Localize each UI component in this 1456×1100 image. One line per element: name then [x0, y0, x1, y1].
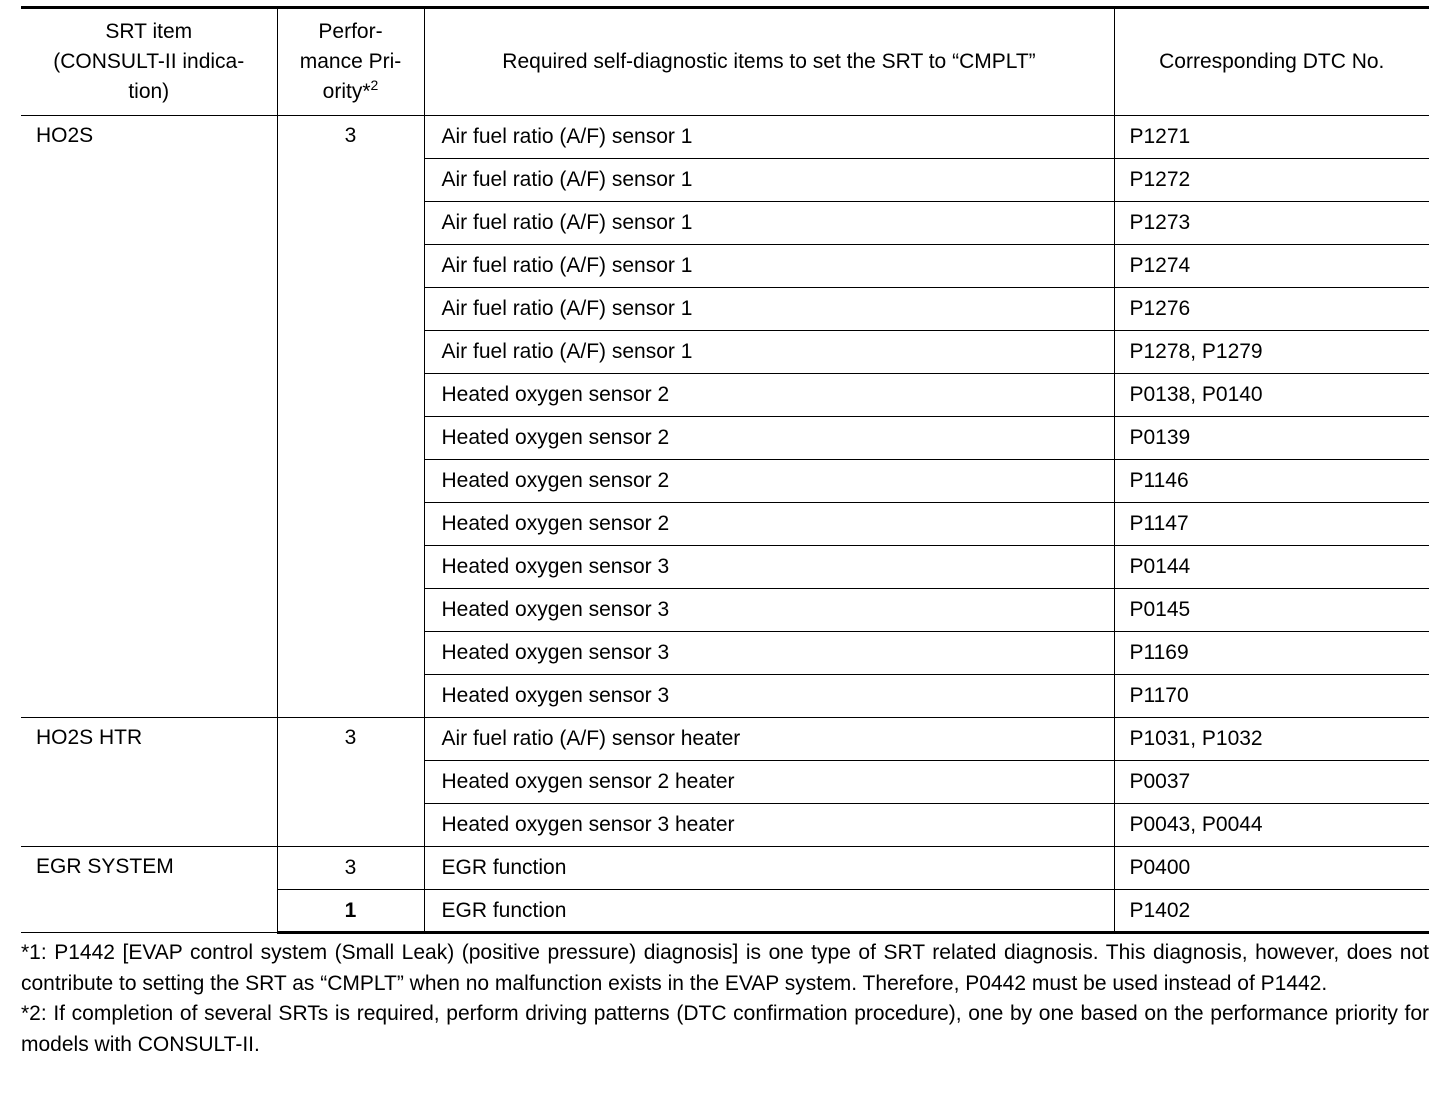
- dtc-cell: P0400: [1114, 847, 1429, 890]
- dtc-cell: P1170: [1114, 675, 1429, 718]
- table-row: [21, 718, 1429, 761]
- srt-item-cell: EGR SYSTEM: [21, 847, 277, 933]
- table-header: [21, 8, 1429, 116]
- header-dtc: Corresponding DTC No.: [1114, 8, 1429, 116]
- diagnostic-item-cell: Heated oxygen sensor 2: [424, 374, 1114, 417]
- srt-item-cell: HO2S HTR: [21, 718, 277, 847]
- dtc-cell: P0043, P0044: [1114, 804, 1429, 847]
- header-required-items: Required self-diagnostic items to set the SRT to “CMPLT”: [424, 8, 1114, 116]
- header-priority: Perfor- mance Pri- ority*$^2$: [277, 8, 424, 116]
- diagnostic-item-cell: Heated oxygen sensor 2 heater: [424, 761, 1114, 804]
- header-srt-item: SRT item (CONSULT-II indica- tion): [21, 8, 277, 116]
- diagnostic-item-cell: Heated oxygen sensor 3: [424, 546, 1114, 589]
- priority-cell: 3: [277, 847, 424, 890]
- diagnostic-item-cell: Heated oxygen sensor 2: [424, 460, 1114, 503]
- diagnostic-item-cell: Heated oxygen sensor 3: [424, 589, 1114, 632]
- diagnostic-item-cell: Air fuel ratio (A/F) sensor 1: [424, 159, 1114, 202]
- footnote-1: *1: P1442 [EVAP control system (Small Leak) (positive pressure) diagnosis] is one type of SRT related diagnosis. This diagnosis, however, does not contribute to setting the SRT as “CMPLT” when no malfunction exists in the EVAP system. Therefore, P0442 must be used instead of P1442.: [21, 941, 1429, 995]
- dtc-cell: P1031, P1032: [1114, 718, 1429, 761]
- dtc-cell: P0145: [1114, 589, 1429, 632]
- dtc-cell: P1278, P1279: [1114, 331, 1429, 374]
- diagnostic-item-cell: Heated oxygen sensor 3: [424, 632, 1114, 675]
- dtc-cell: P1273: [1114, 202, 1429, 245]
- priority-cell: 3: [277, 116, 424, 718]
- diagnostic-item-cell: EGR function: [424, 890, 1114, 933]
- dtc-cell: P1271: [1114, 116, 1429, 159]
- diagnostic-item-cell: Heated oxygen sensor 2: [424, 417, 1114, 460]
- diagnostic-item-cell: Air fuel ratio (A/F) sensor heater: [424, 718, 1114, 761]
- dtc-cell: P0037: [1114, 761, 1429, 804]
- dtc-cell: P1146: [1114, 460, 1429, 503]
- header-row: [21, 8, 1429, 116]
- dtc-cell: P1169: [1114, 632, 1429, 675]
- dtc-cell: P0139: [1114, 417, 1429, 460]
- dtc-cell: P1402: [1114, 890, 1429, 933]
- diagnostic-item-cell: Heated oxygen sensor 3: [424, 675, 1114, 718]
- dtc-cell: P1147: [1114, 503, 1429, 546]
- dtc-cell: P0138, P0140: [1114, 374, 1429, 417]
- priority-cell: 3: [277, 718, 424, 847]
- dtc-cell: P0144: [1114, 546, 1429, 589]
- srt-table: [21, 6, 1429, 934]
- table-row: [21, 116, 1429, 159]
- diagnostic-item-cell: Air fuel ratio (A/F) sensor 1: [424, 202, 1114, 245]
- footnotes: [21, 938, 1429, 1060]
- footnote-2: *2: If completion of several SRTs is required, perform driving patterns (DTC confirmation procedure), one by one based on the performance priority for models with CONSULT-II.: [21, 1002, 1429, 1056]
- diagnostic-item-cell: Air fuel ratio (A/F) sensor 1: [424, 331, 1114, 374]
- table-row: [21, 847, 1429, 890]
- diagnostic-item-cell: Heated oxygen sensor 2: [424, 503, 1114, 546]
- diagnostic-item-cell: Heated oxygen sensor 3 heater: [424, 804, 1114, 847]
- diagnostic-item-cell: EGR function: [424, 847, 1114, 890]
- srt-item-cell: HO2S: [21, 116, 277, 718]
- dtc-cell: P1276: [1114, 288, 1429, 331]
- diagnostic-item-cell: Air fuel ratio (A/F) sensor 1: [424, 288, 1114, 331]
- priority-cell: 1: [277, 890, 424, 933]
- table-body: [21, 116, 1429, 933]
- diagnostic-item-cell: Air fuel ratio (A/F) sensor 1: [424, 116, 1114, 159]
- dtc-cell: P1274: [1114, 245, 1429, 288]
- dtc-cell: P1272: [1114, 159, 1429, 202]
- diagnostic-item-cell: Air fuel ratio (A/F) sensor 1: [424, 245, 1114, 288]
